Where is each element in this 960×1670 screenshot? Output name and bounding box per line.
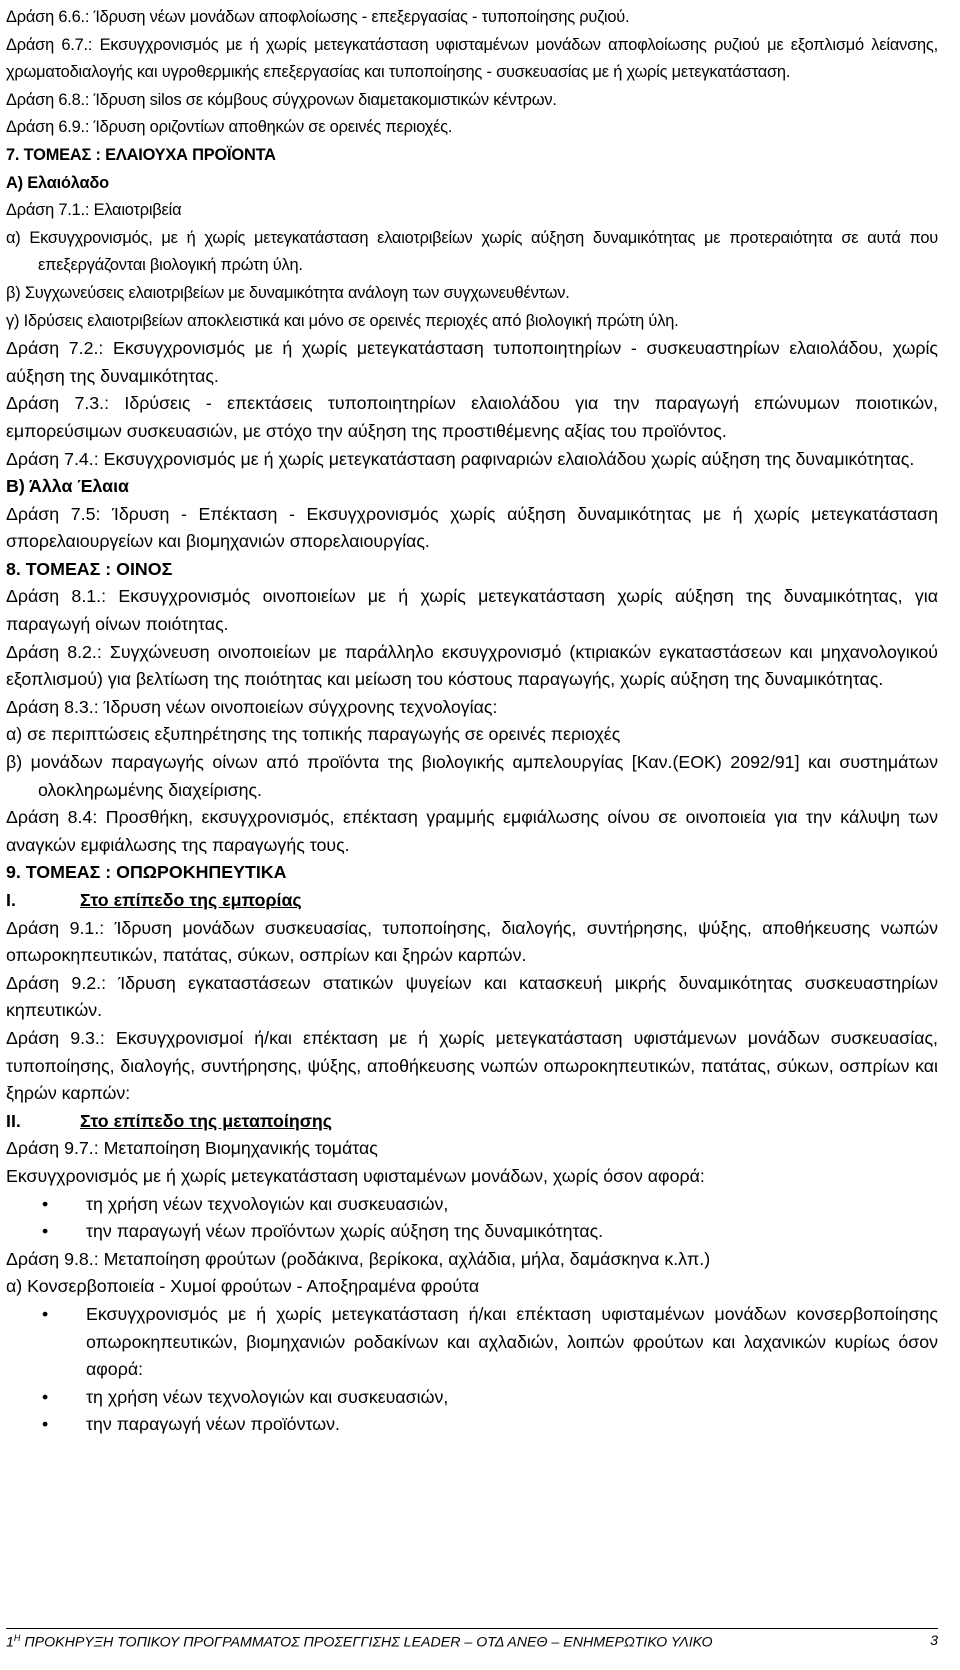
page-footer [6, 1628, 938, 1651]
paragraph-action-9-1: Δράση 9.1.: Ίδρυση μονάδων συσκευασίας, τυποποίησης, διαλογής, συντήρησης, ψύξης, αποθήκευσης νωπών οπωροκηπευτικών, πατάτας, σύκων, οσπρίων και ξηρών καρπών. [6, 917, 938, 966]
list-item: • τη χρήση νέων τεχνολογιών και συσκευασιών, [6, 1191, 938, 1219]
paragraph-action-6-7: Δράση 6.7.: Εκσυγχρονισμός με ή χωρίς μετεγκατάσταση υφισταμένων μονάδων αποφλοίωσης ρυζιού με εξοπλισμό λείανσης, χρωματοδιαλογής και υγροθερμικής επεξεργασίας και τυποποίησης - συσκευασίας με ή χωρίς μετεγκατάσταση. [6, 35, 938, 82]
paragraph-9-7-intro: Εκσυγχρονισμός με ή χωρίς μετεγκατάσταση υφισταμένων μονάδων, χωρίς όσον αφορά: [6, 1165, 705, 1186]
paragraph-action-9-7: Δράση 9.7.: Μεταποίηση Βιομηχανικής τομάτας [6, 1138, 378, 1159]
paragraph-8-3-a: α) σε περιπτώσεις εξυπηρέτησης της τοπικής παραγωγής σε ορεινές περιοχές [6, 724, 621, 745]
bullet-list-9-7 [6, 1191, 938, 1246]
paragraph-7-1-c: γ) Ιδρύσεις ελαιοτριβείων αποκλειστικά και μόνο σε ορεινές περιοχές από βιολογική πρώτη ύλη. [6, 311, 679, 330]
bullet-icon: • [42, 1386, 49, 1407]
heading-sector-7: 7. ΤΟΜΕΑΣ : ΕΛΑΙΟΥΧΑ ΠΡΟΪΟΝΤΑ [6, 145, 276, 164]
subheading-trade-level [6, 887, 938, 915]
paragraph-9-8-a: α) Κονσερβοποιεία - Χυμοί φρούτων - Αποξηραμένα φρούτα [6, 1276, 480, 1297]
subheading-olive-oil: Α) Ελαιόλαδο [6, 173, 109, 192]
bullet-list-9-8 [6, 1301, 938, 1439]
paragraph-action-7-3: Δράση 7.3.: Ιδρύσεις - επεκτάσεις τυποποιητηρίων ελαιολάδου για την παραγωγή επώνυμων ποιοτικών, εμπορεύσιμων συσκευασιών, με στόχο την αύξηση της προστιθέμενης αξίας του προϊόντος. [6, 393, 938, 441]
list-item: • την παραγωγή νέων προϊόντων. [6, 1411, 938, 1439]
paragraph-action-6-9: Δράση 6.9.: Ίδρυση οριζοντίων αποθηκών σε ορεινές περιοχές. [6, 118, 453, 137]
paragraph-action-8-3: Δράση 8.3.: Ίδρυση νέων οινοποιείων σύγχρονης τεχνολογίας: [6, 696, 498, 717]
roman-numeral-1: I. [6, 890, 16, 910]
bullet-icon: • [42, 1193, 49, 1214]
subheading-processing-level-text: Στο επίπεδο της μεταποίησης [80, 1110, 332, 1131]
paragraph-action-7-4: Δράση 7.4.: Εκσυγχρονισμός με ή χωρίς μετεγκατάσταση ραφιναριών ελαιολάδου χωρίς αύξηση της δυναμικότητας. [6, 448, 915, 469]
paragraph-action-6-8: Δράση 6.8.: Ίδρυση silos σε κόμβους σύγχρονων διαμετακομιστικών κέντρων. [6, 90, 557, 109]
list-item: • Εκσυγχρονισμός με ή χωρίς μετεγκατάσταση ή/και επέκταση υφισταμένων μονάδων κονσερβοποίησης οπωροκηπευτικών, βιομηχανιών ροδακίνων και αχλαδιών, λοιπών φρούτων και λαχανικών κυρίως όσον αφορά: [6, 1301, 938, 1384]
paragraph-action-9-2: Δράση 9.2.: Ίδρυση εγκαταστάσεων στατικών ψυγείων και κατασκευή μικρής δυναμικότητας συσκευαστηρίων κηπευτικών. [6, 972, 938, 1021]
footer-text: $1^H$ ΠΡΟΚΗΡΥΞΗ ΤΟΠΙΚΟΥ ΠΡΟΓΡΑΜΜΑΤΟΣ ΠΡΟΣΕΓΓΙΣΗΣ LEADER – ΟΤΔ ΑΝΕΘ – ΕΝΗΜΕΡΩΤΙΚΟ ΥΛΙΚΟ [6, 1633, 713, 1651]
heading-sector-9: 9. ΤΟΜΕΑΣ : ΟΠΩΡΟΚΗΠΕΥΤΙΚΑ [6, 862, 287, 883]
subheading-trade-level-text: Στο επίπεδο της εμπορίας [80, 890, 302, 910]
subheading-processing-level [6, 1108, 938, 1136]
paragraph-action-9-8: Δράση 9.8.: Μεταποίηση φρούτων (ροδάκινα, βερίκοκα, αχλάδια, μήλα, δαμάσκηνα κ.λπ.) [6, 1248, 711, 1269]
paragraph-7-1-a: α) Εκσυγχρονισμός, με ή χωρίς μετεγκατάσταση ελαιοτριβείων χωρίς αύξηση δυναμικότητας με προτεραιότητα σε αυτά που επεξεργάζονται βιολογική πρώτη ύλη. [6, 228, 938, 275]
list-item: • την παραγωγή νέων προϊόντων χωρίς αύξηση της δυναμικότητας. [6, 1218, 938, 1246]
paragraph-action-7-1: Δράση 7.1.: Ελαιοτριβεία [6, 201, 182, 220]
roman-numeral-2: II. [6, 1110, 21, 1131]
paragraph-7-1-b: β) Συγχωνεύσεις ελαιοτριβείων με δυναμικότητα ανάλογη των συγχωνευθέντων. [6, 283, 570, 302]
subheading-other-oils: Β) Άλλα Έλαια [6, 476, 129, 497]
list-item: • τη χρήση νέων τεχνολογιών και συσκευασιών, [6, 1384, 938, 1412]
heading-sector-8: 8. ΤΟΜΕΑΣ : ΟΙΝΟΣ [6, 558, 173, 579]
bullet-icon: • [42, 1303, 49, 1324]
paragraph-action-7-2: Δράση 7.2.: Εκσυγχρονισμός με ή χωρίς μετεγκατάσταση τυποποιητηρίων - συσκευαστηρίων ελαιολάδου, χωρίς αύξηση της δυναμικότητας. [6, 338, 938, 386]
bullet-icon: • [42, 1221, 49, 1242]
paragraph-action-9-3: Δράση 9.3.: Εκσυγχρονισμοί ή/και επέκταση με ή χωρίς μετεγκατάσταση υφιστάμενων μονάδων συσκευασίας, τυποποίησης, διαλογής, συντήρησης, ψύξης, αποθήκευσης νωπών οπωροκηπευτικών, πατάτας, σύκων, οσπρίων και ξηρών καρπών: [6, 1027, 938, 1104]
paragraph-action-7-5: Δράση 7.5: Ίδρυση - Επέκταση - Εκσυγχρονισμός χωρίς αύξηση δυναμικότητας με ή χωρίς μετεγκατάσταση σπορελαιουργείων και βιομηχανιών σπορελαιουργίας. [6, 503, 938, 552]
paragraph-action-8-1: Δράση 8.1.: Εκσυγχρονισμός οινοποιείων με ή χωρίς μετεγκατάσταση χωρίς αύξηση της δυναμικότητας, για παραγωγή οίνων ποιότητας. [6, 586, 938, 635]
page-number: 3 [930, 1633, 938, 1649]
bullet-icon: • [42, 1414, 49, 1435]
paragraph-action-6-6: Δράση 6.6.: Ίδρυση νέων μονάδων αποφλοίωσης - επεξεργασίας - τυποποίησης ρυζιού. [6, 8, 630, 26]
paragraph-8-3-b: β) μονάδων παραγωγής οίνων από προϊόντα της βιολογικής αμπελουργίας [Καν.(ΕΟΚ) 2092/91] και συστημάτων ολοκληρωμένης διαχείρισης. [6, 752, 938, 800]
paragraph-action-8-2: Δράση 8.2.: Συγχώνευση οινοποιείων με παράλληλο εκσυγχρονισμό (κτιριακών εγκαταστάσεων και μηχανολογικού εξοπλισμού) για βελτίωση της ποιότητας και μείωση του κόστους παραγωγής, χωρίς αύξηση της δυναμικότητας. [6, 641, 938, 690]
paragraph-action-8-4: Δράση 8.4: Προσθήκη, εκσυγχρονισμός, επέκταση γραμμής εμφιάλωσης οίνου σε οινοποιεία για την κάλυψη των αναγκών εμφιάλωσης της παραγωγής τους. [6, 807, 938, 855]
